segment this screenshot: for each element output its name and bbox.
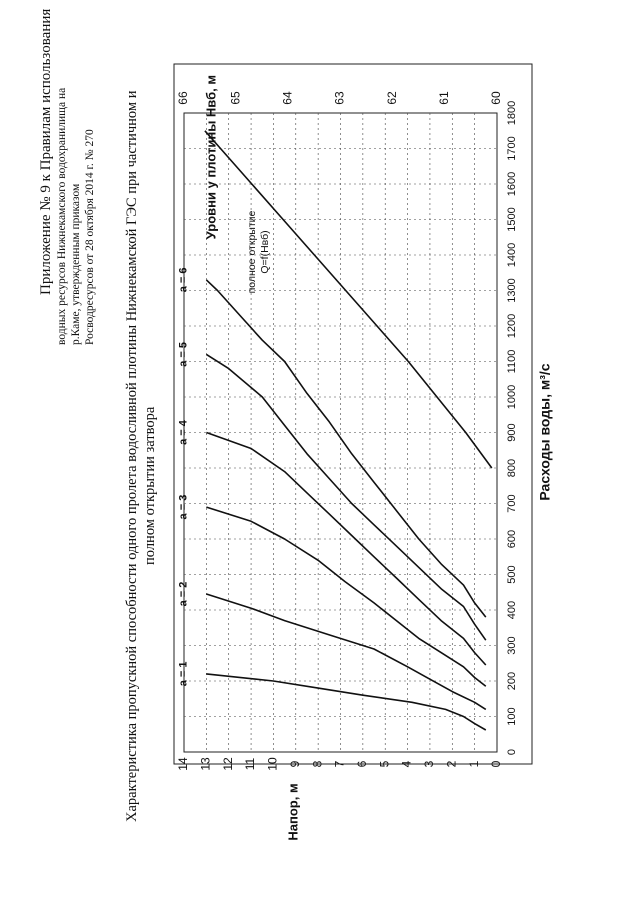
- series-line-5: [206, 354, 485, 640]
- series-label-a5: a = 5: [177, 342, 190, 367]
- tick-label-head: 4: [399, 760, 414, 768]
- tick-label-discharge: 1800: [505, 100, 518, 126]
- chart-frame: [174, 64, 532, 764]
- tick-label-head: 13: [198, 757, 213, 771]
- series-label-full-open-1: полное открытие: [245, 210, 258, 294]
- tick-label-level: 64: [280, 91, 295, 105]
- tick-label-discharge: 700: [505, 494, 518, 513]
- tick-label-discharge: 600: [505, 529, 518, 549]
- series-label-a2: a = 2: [177, 581, 190, 607]
- tick-label-discharge: 0: [505, 748, 518, 756]
- tick-label-head: 5: [377, 760, 392, 768]
- tick-label-discharge: 1500: [505, 207, 518, 232]
- tick-label-head: 8: [310, 760, 325, 768]
- tick-label-discharge: 500: [505, 565, 518, 584]
- header-line2: водных ресурсов Нижнекамского водохранилища на: [56, 87, 68, 345]
- tick-label-head: 7: [332, 760, 347, 768]
- tick-label-discharge: 1000: [505, 384, 518, 410]
- x-axis-label: Расходы воды, м³/с: [536, 363, 553, 501]
- tick-label-level: 62: [384, 91, 399, 105]
- tick-label-head: 12: [220, 757, 235, 771]
- series-label-full-open-2: Q=f(Нвб): [258, 230, 271, 274]
- tick-label-discharge: 400: [505, 600, 518, 620]
- series-label-a3: a = 3: [177, 494, 190, 520]
- tick-label-discharge: 1700: [505, 136, 518, 161]
- chart-title-line1: Характеристика пропускной способности одного пролета водосливной плотины Нижнекамской ГЭС при частичном и: [124, 90, 140, 822]
- tick-label-discharge: 300: [505, 636, 518, 655]
- series-line-3: [206, 507, 485, 686]
- tick-label-head: 11: [243, 757, 258, 771]
- series-label-a4: a = 4: [177, 420, 190, 445]
- tick-label-level: 63: [332, 91, 347, 105]
- tick-label-head: 14: [176, 757, 191, 771]
- header-line3: р.Каме, утвержденным приказом: [70, 183, 82, 345]
- tick-label-head: 6: [355, 760, 370, 768]
- tick-label-discharge: 1100: [505, 349, 518, 374]
- tick-label-level: 66: [176, 91, 191, 105]
- series-line-6: [206, 280, 485, 617]
- tick-label-head: 3: [422, 760, 437, 768]
- tick-label-head: 9: [287, 760, 302, 768]
- y2-axis-label: Уровни у плотины Нвб, м: [203, 75, 219, 240]
- y-axis-label: Напор, м: [285, 783, 301, 841]
- tick-label-head: 2: [444, 760, 459, 768]
- tick-label-discharge: 800: [505, 458, 518, 478]
- tick-label-discharge: 1400: [505, 242, 518, 268]
- tick-label-level: 60: [489, 91, 504, 105]
- tick-label-discharge: 1300: [505, 278, 518, 303]
- tick-label-head: 10: [265, 757, 280, 771]
- tick-label-discharge: 1200: [505, 313, 518, 339]
- series-line-1: [206, 674, 485, 730]
- tick-label-level: 65: [228, 91, 243, 105]
- series-label-a6: a = 6: [177, 267, 190, 293]
- tick-label-head: 1: [466, 760, 481, 768]
- tick-label-discharge: 900: [505, 423, 518, 442]
- tick-label-level: 61: [437, 91, 452, 105]
- series-line-4: [206, 433, 485, 666]
- appendix-title: Приложение № 9 к Правилам использования: [38, 8, 54, 295]
- tick-label-discharge: 1600: [505, 171, 518, 197]
- series-line-7: [205, 131, 492, 468]
- series-label-a1: a = 1: [177, 661, 190, 687]
- tick-label-discharge: 100: [505, 707, 518, 726]
- tick-label-discharge: 200: [505, 671, 518, 691]
- header-line4: Росводресурсов от 28 октября 2014 г. № 270: [84, 129, 96, 345]
- tick-label-head: 0: [489, 760, 504, 768]
- chart-title-line2: полном открытии затвора: [142, 406, 158, 565]
